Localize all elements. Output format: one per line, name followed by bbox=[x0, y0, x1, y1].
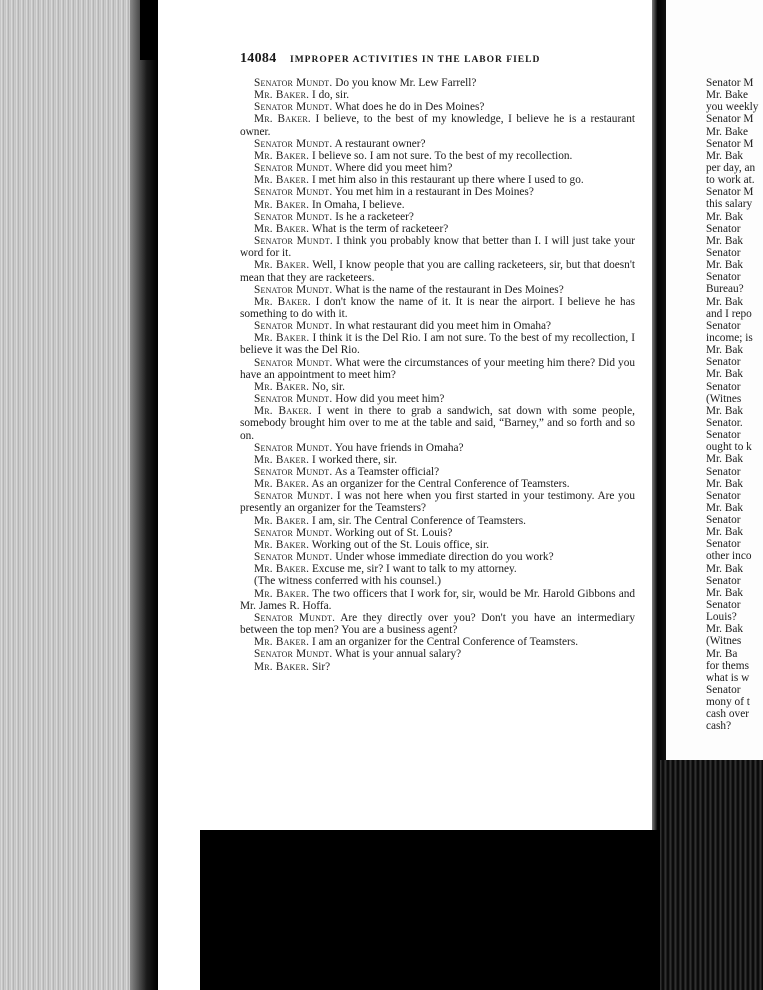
right-page-line: Senator bbox=[706, 538, 741, 551]
transcript-paragraph bbox=[240, 478, 635, 490]
right-page-line: Mr. Bak bbox=[706, 368, 744, 381]
speaker-name: Senator Mundt. bbox=[254, 77, 333, 89]
right-page-line: Mr. Bake bbox=[706, 125, 749, 138]
speech-text: Is he a racketeer? bbox=[335, 210, 414, 223]
speech-text: I believe, to the best of my knowledge, I believe he is a restaurant owner. bbox=[240, 113, 636, 138]
running-head bbox=[240, 51, 640, 69]
transcript-paragraph bbox=[240, 563, 635, 575]
right-page-line: (Witnes bbox=[706, 635, 742, 648]
speaker-name: Mr. Baker. bbox=[254, 514, 310, 527]
right-page-line: Senator bbox=[706, 684, 741, 697]
speaker-name: Mr. Baker. bbox=[254, 198, 310, 211]
right-page-line: Mr. Bake bbox=[706, 89, 749, 102]
right-page-line: Senator bbox=[706, 356, 741, 369]
speech-text: I am, sir. The Central Conference of Teamsters. bbox=[312, 514, 526, 527]
speaker-name: Senator Mundt. bbox=[254, 186, 333, 199]
speaker-name: Mr. Baker. bbox=[254, 660, 310, 673]
transcript-paragraph bbox=[240, 223, 635, 235]
transcript-paragraph bbox=[240, 150, 635, 162]
transcript-paragraph bbox=[240, 235, 635, 259]
transcript-paragraph bbox=[240, 320, 635, 332]
speech-text: I don't know the name of it. It is near the airport. I believe he has something to do with it. bbox=[240, 295, 636, 320]
speech-text: In what restaurant did you meet him in Omaha? bbox=[335, 320, 552, 333]
transcript-paragraph bbox=[240, 405, 635, 441]
right-page-line: Mr. Bak bbox=[706, 526, 744, 539]
transcript-paragraph bbox=[240, 490, 635, 514]
speech-text: You met him in a restaurant in Des Moines? bbox=[334, 186, 534, 199]
speech-text: Do you know Mr. Lew Farrell? bbox=[335, 77, 477, 89]
transcript-paragraph bbox=[240, 357, 635, 381]
right-page-line: Mr. Bak bbox=[706, 562, 744, 575]
speech-text: I think you probably know that better than I. I will just take your word for it. bbox=[240, 235, 635, 260]
right-page-line: Mr. Bak bbox=[706, 149, 744, 162]
transcript-paragraph bbox=[240, 381, 635, 393]
right-page-line: Senator M bbox=[706, 186, 754, 199]
right-page-line: cash over bbox=[706, 708, 749, 721]
speaker-name: Mr. Baker. bbox=[254, 174, 310, 187]
speech-text: Are they directly over you? Don't you have an intermediary between the top men? You are a business agent? bbox=[240, 611, 635, 637]
speech-text: I went in there to grab a sandwich, sat down with some people, somebody brought him over to me at the table and said, “Barney,” and so forth and so on. bbox=[240, 405, 635, 442]
speech-text: Where did you meet him? bbox=[335, 162, 453, 175]
speaker-name: Mr. Baker. bbox=[254, 259, 310, 272]
right-page-line: Senator bbox=[706, 599, 741, 612]
transcript-paragraph bbox=[240, 454, 635, 466]
transcript-paragraph bbox=[240, 661, 635, 673]
transcript-paragraph bbox=[240, 551, 635, 563]
transcript-paragraph bbox=[240, 138, 635, 150]
speaker-name: Senator Mundt. bbox=[254, 162, 333, 175]
right-page-line: Senator M bbox=[706, 113, 754, 126]
transcript-paragraph bbox=[240, 162, 635, 174]
speaker-name: Mr. Baker. bbox=[254, 538, 310, 551]
speaker-name: Mr. Baker. bbox=[254, 478, 310, 491]
right-page-line: what is w bbox=[706, 671, 750, 684]
speech-text: The two officers that I work for, sir, would be Mr. Harold Gibbons and Mr. James R. Hoffa. bbox=[240, 587, 636, 612]
right-page-line: for thems bbox=[706, 659, 749, 672]
right-page-line: Senator bbox=[706, 222, 741, 235]
speaker-name: Senator Mundt. bbox=[254, 551, 333, 564]
transcript-paragraph bbox=[240, 211, 635, 223]
speaker-name: Senator Mundt. bbox=[254, 526, 333, 539]
right-page-line: Mr. Bak bbox=[706, 210, 744, 223]
speaker-name: Mr. Baker. bbox=[254, 222, 310, 235]
speech-text: I worked there, sir. bbox=[312, 453, 398, 466]
right-page-line: cash? bbox=[706, 720, 732, 733]
speaker-name: Mr. Baker. bbox=[254, 587, 310, 600]
transcript-paragraph bbox=[240, 515, 635, 527]
transcript-paragraph bbox=[240, 466, 635, 478]
right-page-line: (Witnes bbox=[706, 392, 742, 405]
right-page-line: Mr. Ba bbox=[706, 647, 738, 660]
speaker-name: Mr. Baker. bbox=[254, 453, 310, 466]
speech-text: In Omaha, I believe. bbox=[312, 198, 405, 211]
transcript-paragraph bbox=[240, 636, 635, 648]
transcript-paragraph bbox=[240, 575, 635, 587]
running-title: IMPROPER ACTIVITIES IN THE LABOR FIELD bbox=[290, 55, 541, 65]
right-page-line: Senator M bbox=[706, 137, 754, 150]
speech-text: As a Teamster official? bbox=[334, 466, 440, 478]
speech-text: How did you meet him? bbox=[335, 393, 445, 406]
right-page-line: mony of t bbox=[706, 696, 750, 709]
speech-text: As an organizer for the Central Conference of Teamsters. bbox=[311, 478, 570, 491]
right-page-line: Senator bbox=[706, 489, 741, 502]
right-page-line: Mr. Bak bbox=[706, 586, 744, 599]
right-page-line: Mr. Bak bbox=[706, 453, 744, 466]
right-page-line: Bureau? bbox=[706, 283, 744, 296]
speech-text: (The witness conferred with his counsel.) bbox=[254, 575, 441, 588]
speech-text: Well, I know people that you are calling racketeers, sir, but that doesn't mean that they are racketeers. bbox=[240, 259, 635, 284]
transcript-paragraph bbox=[240, 588, 635, 612]
transcript-column bbox=[240, 77, 635, 673]
right-page-line: you weekly bbox=[706, 101, 759, 114]
transcript-paragraph bbox=[240, 332, 635, 356]
speaker-name: Senator Mundt. bbox=[254, 283, 333, 296]
right-page-line: Senator. bbox=[706, 416, 743, 429]
speech-text: What were the circumstances of your meeting him there? Did you have an appointment to meet him? bbox=[240, 356, 636, 381]
speech-text: I was not here when you first started in your testimony. Are you presently an organizer for the Teamsters? bbox=[240, 490, 635, 515]
right-page-line: Mr. Bak bbox=[706, 404, 744, 417]
speaker-name: Senator Mundt. bbox=[254, 210, 333, 223]
transcript-paragraph bbox=[240, 199, 635, 211]
speaker-name: Senator Mundt. bbox=[254, 441, 333, 454]
right-page-line: Mr. Bak bbox=[706, 501, 744, 514]
speaker-name: Mr. Baker. bbox=[254, 332, 310, 345]
transcript-paragraph bbox=[240, 101, 635, 113]
speaker-name: Senator Mundt. bbox=[254, 611, 336, 624]
speaker-name: Mr. Baker. bbox=[254, 636, 310, 649]
speaker-name: Senator Mundt. bbox=[254, 356, 333, 369]
right-page-line: Mr. Bak bbox=[706, 295, 744, 308]
right-page-line: Mr. Bak bbox=[706, 259, 744, 272]
transcript-paragraph bbox=[240, 259, 635, 283]
right-page-line: to work at. bbox=[706, 174, 755, 187]
transcript-paragraph bbox=[240, 186, 635, 198]
speech-text: What is your annual salary? bbox=[335, 648, 462, 661]
scan-corner-shadow bbox=[140, 0, 158, 60]
speech-text: I believe so. I am not sure. To the best of my recollection. bbox=[312, 149, 573, 162]
right-page-line: this salary bbox=[706, 198, 753, 211]
speech-text: I think it is the Del Rio. I am not sure. To the best of my recollection, I believe it was the Del Rio. bbox=[240, 332, 636, 357]
speech-text: I do, sir. bbox=[312, 89, 350, 102]
speaker-name: Mr. Baker. bbox=[254, 380, 310, 393]
right-page-line: Senator bbox=[706, 514, 741, 527]
speaker-name: Mr. Baker. bbox=[254, 295, 311, 308]
right-page-line: Senator bbox=[706, 380, 741, 393]
speech-text: You have friends in Omaha? bbox=[334, 441, 464, 454]
speech-text: No, sir. bbox=[312, 380, 345, 393]
speaker-name: Mr. Baker. bbox=[254, 149, 310, 162]
speaker-name: Senator Mundt. bbox=[254, 320, 333, 333]
speech-text: Working out of St. Louis? bbox=[335, 526, 453, 539]
speech-text: Excuse me, sir? I want to talk to my attorney. bbox=[312, 563, 517, 576]
right-page-line: Mr. Bak bbox=[706, 477, 744, 490]
right-page-line: Senator bbox=[706, 271, 741, 284]
transcript-paragraph bbox=[240, 77, 635, 89]
speech-text: I am an organizer for the Central Conference of Teamsters. bbox=[312, 636, 579, 649]
transcript-paragraph bbox=[240, 527, 635, 539]
right-page-line: Senator bbox=[706, 319, 741, 332]
right-page-line: Senator bbox=[706, 574, 741, 587]
speech-text: What is the term of racketeer? bbox=[311, 222, 449, 235]
page-number: 14084 bbox=[240, 51, 277, 66]
transcript-paragraph bbox=[240, 393, 635, 405]
speaker-name: Mr. Baker. bbox=[254, 405, 312, 418]
speaker-name: Senator Mundt. bbox=[254, 235, 333, 248]
speech-text: I met him also in this restaurant up there where I used to go. bbox=[312, 174, 584, 187]
right-page-line: and I repo bbox=[706, 307, 752, 320]
speaker-name: Senator Mundt. bbox=[254, 490, 334, 503]
speech-text: Sir? bbox=[312, 660, 331, 673]
transcript-paragraph bbox=[240, 174, 635, 186]
scan-bottom-right-edge bbox=[660, 760, 763, 990]
scan-binding-shadow bbox=[130, 0, 158, 990]
right-page-text bbox=[706, 77, 763, 733]
speech-text: Under whose immediate direction do you work? bbox=[335, 551, 554, 564]
speaker-name: Senator Mundt. bbox=[254, 101, 333, 114]
right-page-line: Mr. Bak bbox=[706, 344, 744, 357]
right-page-line: Senator M bbox=[706, 77, 754, 89]
right-page-line: Louis? bbox=[706, 611, 737, 624]
right-page-line: ought to k bbox=[706, 441, 752, 454]
right-page-line: Senator bbox=[706, 246, 741, 259]
transcript-paragraph bbox=[240, 539, 635, 551]
speaker-name: Senator Mundt. bbox=[254, 137, 333, 150]
transcript-paragraph bbox=[240, 442, 635, 454]
right-page-line: Mr. Bak bbox=[706, 623, 744, 636]
speech-text: What is the name of the restaurant in Des Moines? bbox=[335, 283, 564, 296]
transcript-paragraph bbox=[240, 612, 635, 636]
right-page-line: per day, an bbox=[706, 161, 756, 174]
transcript-paragraph bbox=[240, 113, 635, 137]
speaker-name: Mr. Baker. bbox=[254, 113, 311, 126]
speaker-name: Senator Mundt. bbox=[254, 466, 333, 478]
speech-text: What does he do in Des Moines? bbox=[335, 101, 485, 114]
speaker-name: Mr. Baker. bbox=[254, 563, 310, 576]
speaker-name: Mr. Baker. bbox=[254, 89, 310, 102]
right-page-line: Senator bbox=[706, 429, 741, 442]
right-page-line: Mr. Bak bbox=[706, 234, 744, 247]
speech-text: Working out of the St. Louis office, sir. bbox=[311, 538, 489, 551]
transcript-paragraph bbox=[240, 89, 635, 101]
transcript-paragraph bbox=[240, 648, 635, 660]
speech-text: A restaurant owner? bbox=[334, 137, 426, 150]
speaker-name: Senator Mundt. bbox=[254, 648, 333, 661]
transcript-paragraph bbox=[240, 296, 635, 320]
right-page-line: income; is bbox=[706, 331, 753, 344]
transcript-paragraph bbox=[240, 284, 635, 296]
speaker-name: Senator Mundt. bbox=[254, 393, 333, 406]
right-page-line: Senator bbox=[706, 465, 741, 478]
right-page-line: other inco bbox=[706, 550, 752, 563]
